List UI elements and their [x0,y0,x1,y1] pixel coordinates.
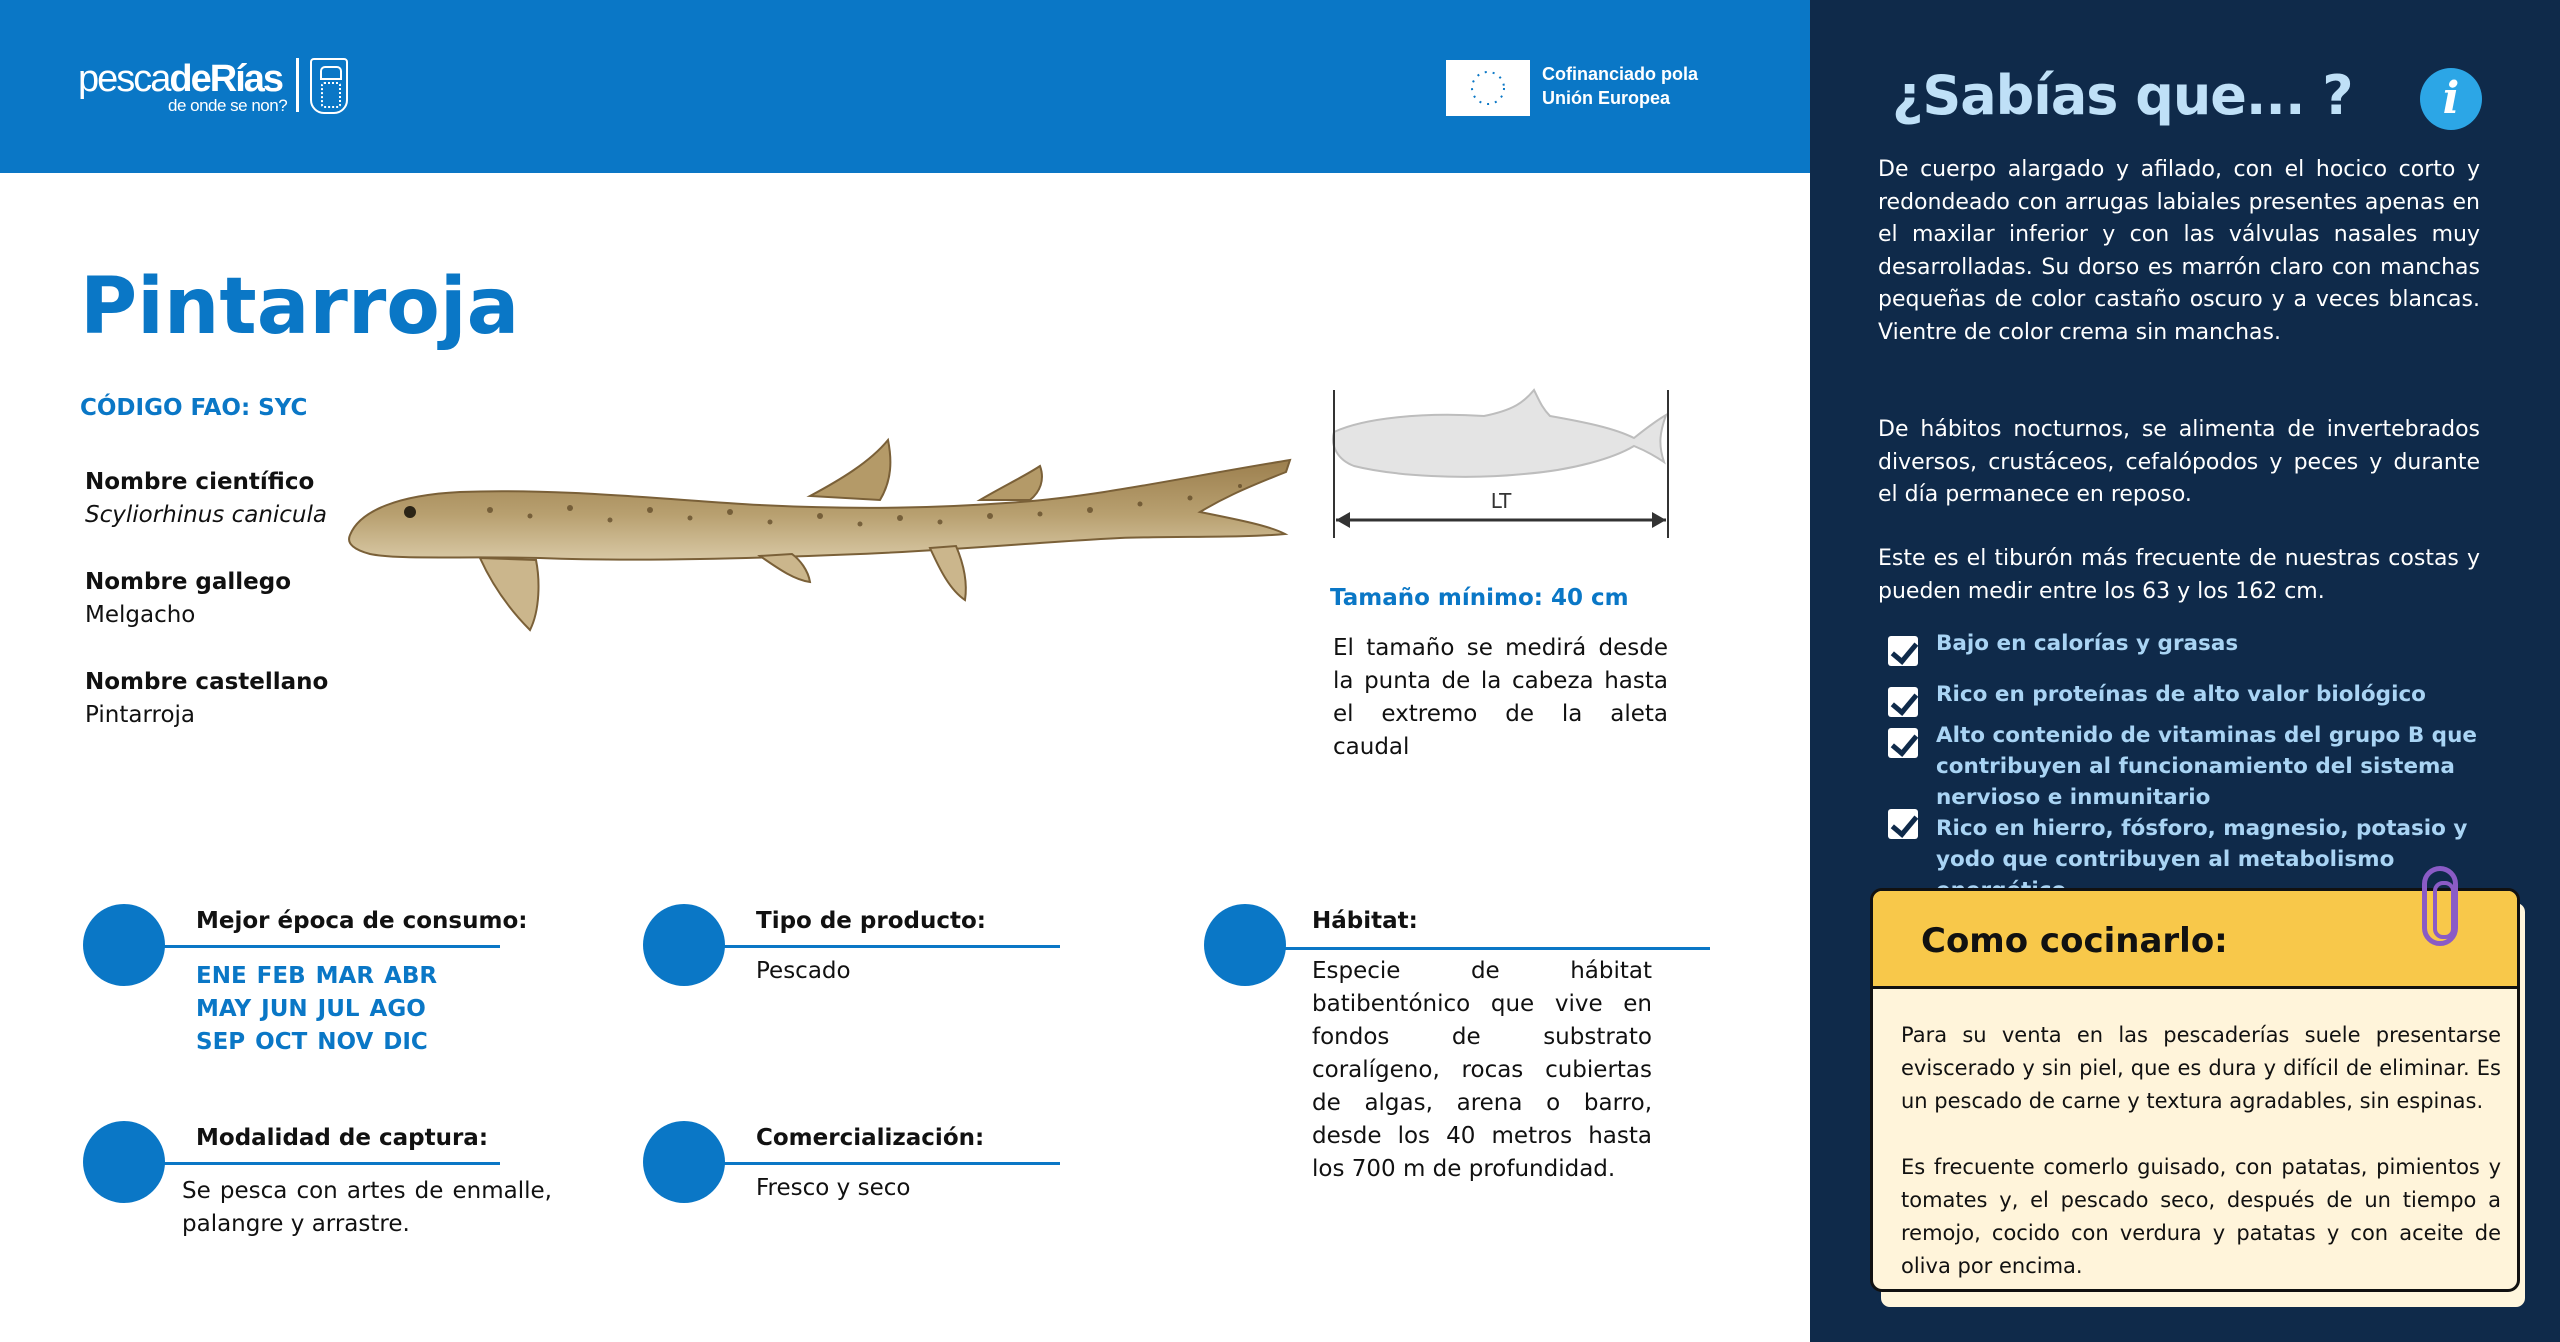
capture-divider [164,1162,500,1165]
habitat-circle [1204,904,1286,986]
capture-title: Modalidad de captura: [196,1125,489,1151]
logo-tagline: de onde se non? [168,96,288,115]
season-circle [83,904,165,986]
month-item: FEB [256,963,306,989]
benefits-list [1878,628,2518,906]
cooking-paragraph-2: Es frecuente comerlo guisado, con patatas, pimientos y tomates y, el pescado seco, después de un tiempo a remojo, cocido con verdura y patatas y con aceite de oliva por encima. [1901,1155,2501,1278]
month-item: AGO [369,996,426,1022]
galician-name-value: Melgacho [85,602,196,628]
benefit-text: Rico en hierro, fósforo, magnesio, potasio y yodo que contribuyen al metabolismo [1936,816,2468,872]
castilian-name-block [85,666,328,732]
capture-value: Se pesca con artes de enmalle, palangre y arrastre. [182,1178,552,1237]
checkbox-icon [1888,728,1918,758]
benefit-item [1878,679,2518,720]
month-item: DIC [383,1029,428,1055]
logo-divider [296,58,299,112]
commerce-circle [643,1121,725,1203]
size-diagram-label: LT [1490,489,1512,513]
scientific-name-label: Nombre científico [85,469,315,495]
fao-code: CÓDIGO FAO: SYC [80,395,308,421]
sidebar-paragraph-1: De cuerpo alargado y afilado, con el hocico corto y redondeado con arrugas labiales presentes apenas en el maxilar inferior y con las válvulas nasales muy desarrolladas. Su dorso es marrón claro con manchas pequeñas de color castaño oscuro y a veces blancas. Vientre de color crema sin manchas. [1878,157,2480,345]
cooking-note [1870,888,2526,1298]
shark-image [340,430,1300,650]
castilian-name-value: Pintarroja [85,702,196,728]
capture-circle [83,1121,165,1203]
commerce-value: Fresco y seco [756,1175,911,1201]
info-icon[interactable]: i [2420,68,2482,130]
eu-flag-icon [1446,60,1530,116]
month-item: ABR [384,963,438,989]
month-item: NOV [317,1029,374,1055]
paperclip-icon [2422,866,2458,946]
benefit-text: Bajo en calorías y grasas [1936,631,2239,656]
pescaderias-logo[interactable] [78,58,288,115]
cooking-title: Como cocinarlo: [1921,921,2228,961]
xunta-crest-icon [310,58,348,114]
season-title: Mejor época de consumo: [196,908,528,934]
product-value: Pescado [756,958,851,984]
commerce-divider [724,1162,1060,1165]
checkbox-icon [1888,687,1918,717]
habitat-divider [1285,947,1710,950]
month-item: SEP [196,1029,246,1055]
sidebar-paragraph-3: Este es el tiburón más frecuente de nuestras costas y pueden medir entre los 63 y los 162 cm. [1878,546,2480,604]
castilian-name-label: Nombre castellano [85,669,329,695]
sidebar-paragraph-2: De hábitos nocturnos, se alimenta de invertebrados diversos, crustáceos, cefalópodos y peces y durante el día permanece en reposo. [1878,417,2480,507]
benefit-text: Rico en proteínas de alto valor biológico [1936,682,2426,707]
eu-cofinanced-text [1542,62,1698,110]
sidebar-title: ¿Sabías que... ? [1892,64,2353,127]
page-title: Pintarroja [80,262,520,352]
commerce-title: Comercialización: [756,1125,985,1151]
month-list [196,960,456,1059]
month-item: JUL [317,996,360,1022]
product-divider [724,945,1060,948]
eu-line-2: Unión Europea [1542,88,1671,108]
galician-name-label: Nombre gallego [85,569,292,595]
habitat-value: Especie de hábitat batibentónico que vive en fondos de substrato coralígeno, rocas cubiertas de algas, arena o barro, desde los 40 metros hasta los 700 m de profundidad. [1312,958,1652,1182]
month-item: MAY [196,996,252,1022]
header-bar [0,0,1810,173]
size-diagram [1324,380,1684,540]
scientific-name-value: Scyliorhinus canicula [85,502,327,528]
month-item: ENE [196,963,247,989]
checkbox-icon [1888,809,1918,839]
min-size-description: El tamaño se medirá desde la punta de la cabeza hasta el extremo de la aleta caudal [1333,635,1668,760]
logo-prefix: pesca [78,58,170,100]
product-title: Tipo de producto: [756,908,986,934]
eu-line-1: Cofinanciado pola [1542,64,1699,84]
cooking-paragraph-1: Para su venta en las pescaderías suele presentarse eviscerado y sin piel, que es dura y difícil de eliminar. Es un pescado de carne y textura agradables, sin espinas. [1901,1023,2501,1113]
benefit-item [1878,628,2518,679]
galician-name-block [85,566,291,632]
min-size-title: Tamaño mínimo: 40 cm [1330,585,1629,611]
month-item: MAR [315,963,375,989]
season-divider [164,945,500,948]
checkbox-icon [1888,636,1918,666]
month-item: JUN [261,996,308,1022]
month-item: OCT [255,1029,308,1055]
logo-brand: deRías [169,58,283,100]
product-circle [643,904,725,986]
benefit-text: Alto contenido de vitaminas del grupo B que contribuyen al funcionamiento del sistema nervioso e inmunitario [1936,723,2477,810]
note-card [1870,888,2520,1292]
scientific-name-block [85,466,327,532]
habitat-title: Hábitat: [1312,908,1418,934]
benefit-item [1878,720,2518,813]
